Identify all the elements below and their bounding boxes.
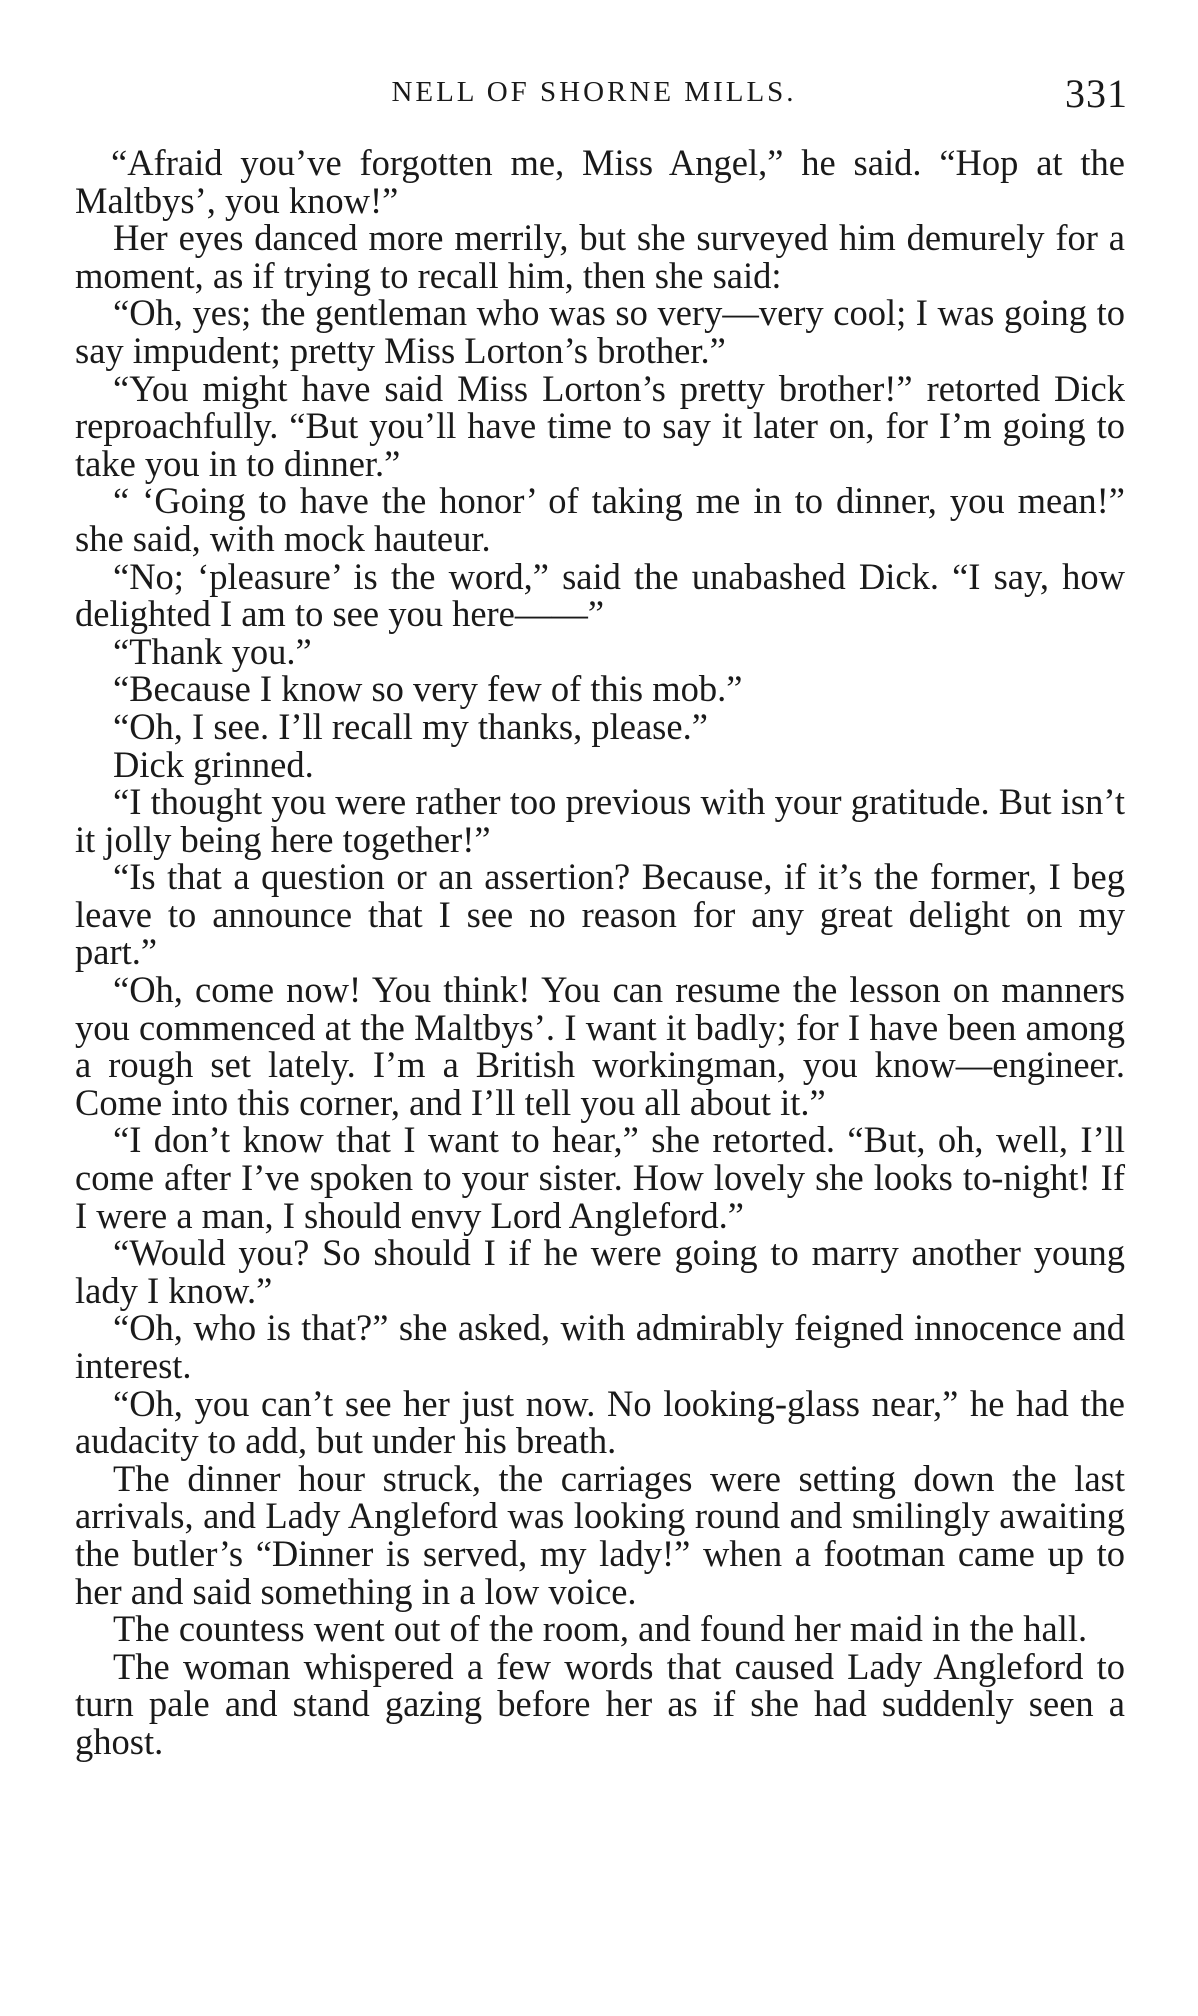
paragraph: “Oh, come now! You think! You can resume the lesson on manners you commenced at the Maltbys’. I want it badly; for I have been among a rough set lately. I’m a British workingman, you know—engineer. Come into this corner, and I’ll tell you all about it.” bbox=[75, 969, 1125, 1123]
paragraph: “Oh, you can’t see her just now. No looking-glass near,” he had the audacity to add, but under his breath. bbox=[75, 1382, 1125, 1462]
paragraph: “Oh, yes; the gentleman who was so very—very cool; I was going to say impudent; pretty Miss Lorton’s brother.” bbox=[75, 292, 1125, 371]
paragraph: “I thought you were rather too previous with your gratitude. But isn’t it jolly being here together!” bbox=[75, 781, 1125, 860]
paragraph: The woman whispered a few words that caused Lady Angleford to turn pale and stand gazing before her as if she had suddenly seen a ghost. bbox=[75, 1645, 1125, 1762]
paragraph: “Is that a question or an assertion? Because, if it’s the former, I beg leave to announce that I see no reason for any great delight on my part.” bbox=[75, 856, 1125, 973]
running-head bbox=[60, 70, 1128, 118]
paragraph: “Because I know so very few of this mob.” bbox=[113, 668, 743, 710]
paragraph: Her eyes danced more merrily, but she surveyed him demurely for a moment, as if trying to recall him, then she said: bbox=[75, 217, 1125, 296]
paragraph: “You might have said Miss Lorton’s pretty brother!” retorted Dick reproachfully. “But you’ll have time to say it later on, for I’m going to take you in to dinner.” bbox=[75, 367, 1125, 484]
running-title: NELL OF SHORNE MILLS. bbox=[391, 76, 797, 108]
paragraph: “Oh, I see. I’ll recall my thanks, please.” bbox=[113, 705, 708, 747]
paragraph: The dinner hour struck, the carriages were setting down the last arrivals, and Lady Angleford was looking round and smilingly awaiting the butler’s “Dinner is served, my lady!” when a footman came up to her and said something in a low voice. bbox=[75, 1457, 1125, 1612]
paragraph: “Oh, who is that?” she asked, with admirably feigned innocence and interest. bbox=[75, 1307, 1125, 1386]
paragraph: “ ‘Going to have the honor’ of taking me in to dinner, you mean!” she said, with mock hauteur. bbox=[75, 480, 1125, 559]
body-text bbox=[75, 144, 1125, 1761]
paragraph: The countess went out of the room, and found her maid in the hall. bbox=[113, 1608, 1088, 1650]
paragraph: “No; ‘pleasure’ is the word,” said the unabashed Dick. “I say, how delighted I am to see you here——” bbox=[75, 555, 1125, 635]
paragraph: “Afraid you’ve forgotten me, Miss Angel,” he said. “Hop at the Maltbys’, you know!” bbox=[75, 142, 1125, 221]
paragraph: “Thank you.” bbox=[113, 630, 312, 672]
page-number: 331 bbox=[1065, 71, 1128, 116]
paragraph: “Would you? So should I if he were going to marry another young lady I know.” bbox=[75, 1232, 1125, 1311]
paragraph: “I don’t know that I want to hear,” she retorted. “But, oh, well, I’ll come after I’ve spoken to your sister. How lovely she looks to-night! If I were a man, I should envy Lord Angleford.” bbox=[75, 1119, 1125, 1236]
paragraph: Dick grinned. bbox=[113, 743, 314, 785]
